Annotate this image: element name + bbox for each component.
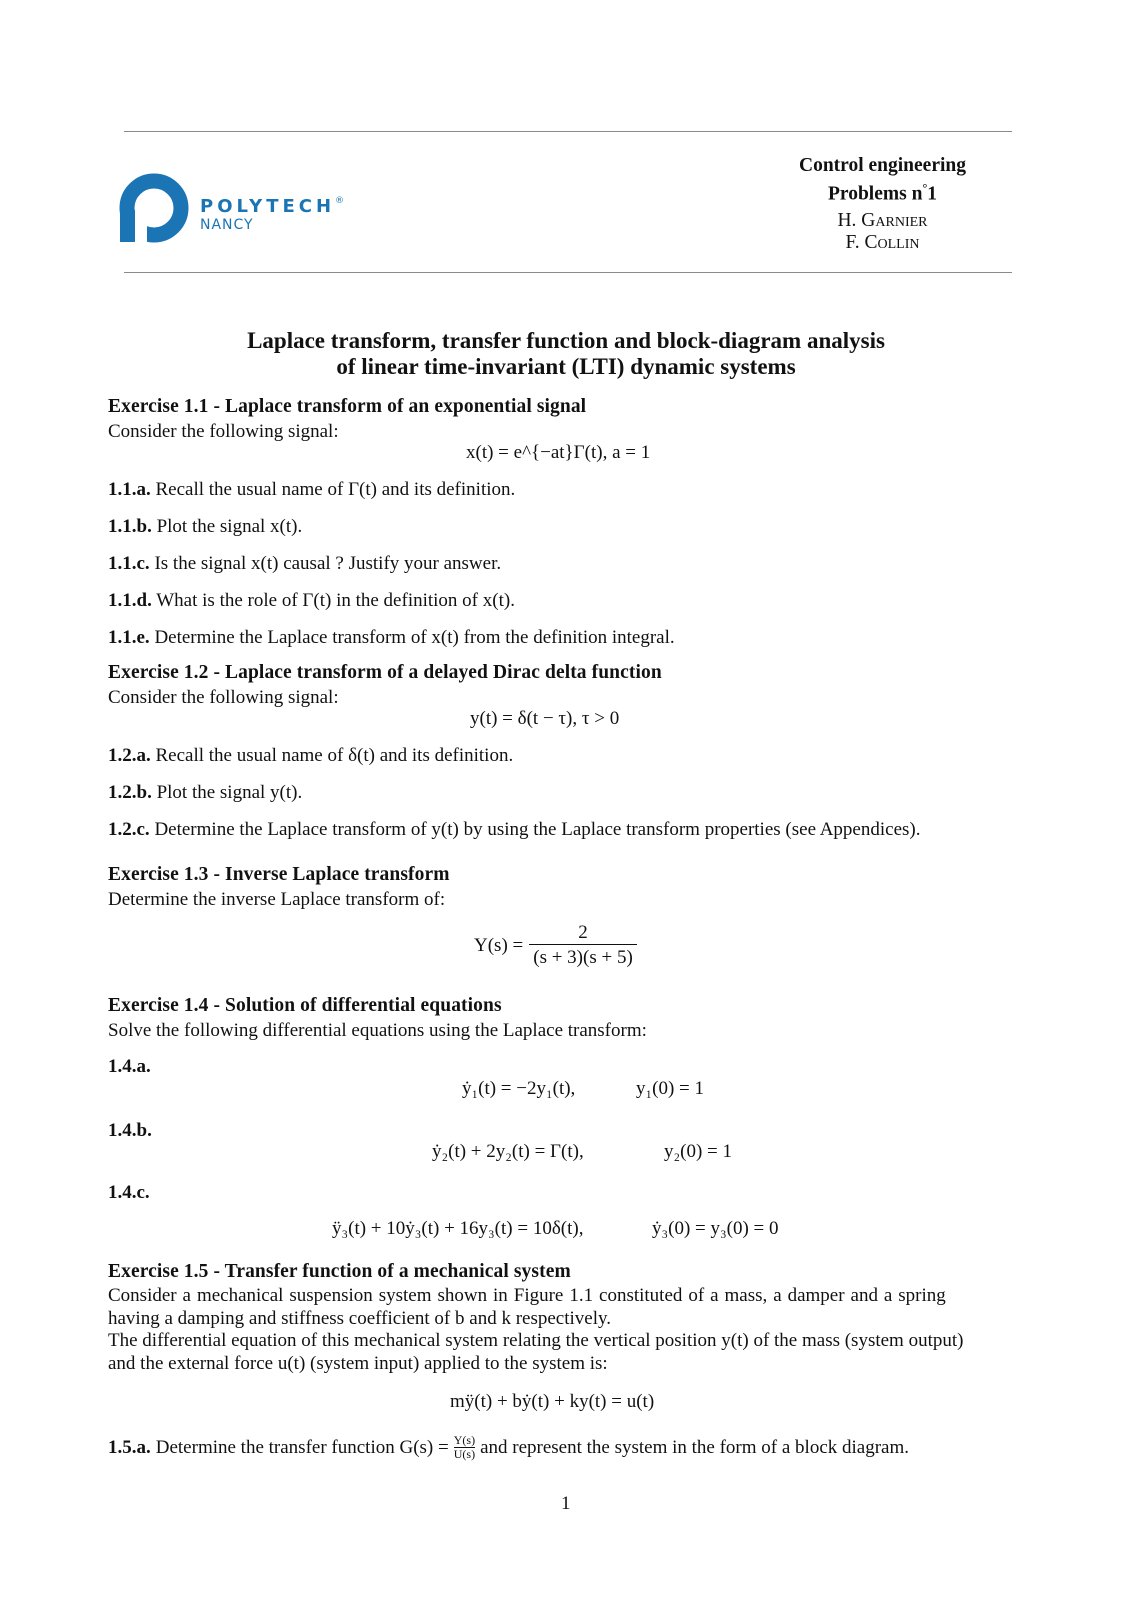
question-1-4-a-equation: ẏ₁(t) = −2y₁(t), bbox=[462, 1078, 576, 1099]
exercise-1-3-heading: Exercise 1.3 - Inverse Laplace transform bbox=[108, 864, 450, 885]
exercise-1-5-heading: Exercise 1.5 - Transfer function of a mechanical system bbox=[108, 1261, 571, 1282]
document-title-line-1: Laplace transform, transfer function and block-diagram analysis bbox=[247, 328, 885, 353]
logo-registered-mark: ® bbox=[335, 196, 345, 206]
exercise-1-2-heading: Exercise 1.2 - Laplace transform of a delayed Dirac delta function bbox=[108, 662, 662, 683]
question-1-4-c-equation: ÿ₃(t) + 10ẏ₃(t) + 16y₃(t) = 10δ(t), bbox=[332, 1218, 584, 1239]
question-1-1-d: 1.1.d. What is the role of Γ(t) in the definition of x(t). bbox=[108, 590, 515, 611]
exercise-1-1-heading: Exercise 1.1 - Laplace transform of an exponential signal bbox=[108, 396, 587, 417]
logo-subtitle: NANCY bbox=[200, 217, 254, 233]
question-1-5-a bbox=[108, 1434, 909, 1461]
transfer-function-fraction bbox=[454, 1434, 475, 1461]
problem-set-number: Problems n°1 bbox=[828, 181, 937, 205]
document-title-line-2: of linear time-invariant (LTI) dynamic systems bbox=[336, 354, 796, 379]
logo-word: POLYTECH bbox=[200, 196, 336, 217]
transfer-function-numerator: Y(s) bbox=[453, 1433, 476, 1447]
question-1-5-a-text-end: and represent the system in the form of a block diagram. bbox=[480, 1437, 910, 1458]
question-1-4-b-initial-condition: y₂(0) = 1 bbox=[664, 1141, 732, 1162]
equation-lhs: Y(s) = bbox=[474, 934, 524, 956]
exercise-1-2-equation: y(t) = δ(t − τ), τ > 0 bbox=[470, 708, 620, 729]
fraction-denominator: (s + 3)(s + 5) bbox=[529, 944, 637, 969]
question-1-4-c-initial-condition: ẏ₃(0) = y₃(0) = 0 bbox=[652, 1218, 779, 1239]
header-top-rule bbox=[124, 131, 1012, 132]
exercise-1-2-intro: Consider the following signal: bbox=[108, 687, 339, 708]
exercise-1-4-heading: Exercise 1.4 - Solution of differential equations bbox=[108, 995, 502, 1016]
question-1-2-b: 1.2.b. Plot the signal y(t). bbox=[108, 782, 303, 803]
exercise-1-3-equation bbox=[474, 922, 637, 969]
exercise-1-1-intro: Consider the following signal: bbox=[108, 421, 339, 442]
question-1-4-b-equation: ẏ₂(t) + 2y₂(t) = Γ(t), bbox=[432, 1141, 584, 1162]
question-1-1-c: 1.1.c. Is the signal x(t) causal ? Justify your answer. bbox=[108, 553, 502, 574]
question-1-5-a-label: 1.5.a. bbox=[108, 1437, 151, 1458]
question-1-1-a: 1.1.a. Recall the usual name of Γ(t) and its definition. bbox=[108, 479, 516, 500]
exercise-1-5-equation: mÿ(t) + bẏ(t) + ky(t) = u(t) bbox=[450, 1391, 655, 1412]
course-title: Control engineering bbox=[798, 155, 966, 176]
exercise-1-5-paragraph-1-line-1: Consider a mechanical suspension system shown in Figure 1.1 constituted of a mass, a damper and a spring bbox=[108, 1285, 946, 1306]
transfer-function-denominator: U(s) bbox=[453, 1447, 476, 1461]
course-info bbox=[770, 155, 995, 254]
question-1-5-a-text: Determine the transfer function G(s) = bbox=[155, 1437, 449, 1458]
fraction-numerator: 2 bbox=[578, 922, 588, 943]
question-1-1-e: 1.1.e. Determine the Laplace transform of x(t) from the definition integral. bbox=[108, 627, 675, 648]
question-1-4-a-initial-condition: y₁(0) = 1 bbox=[636, 1078, 704, 1099]
exercise-1-4-intro: Solve the following differential equations using the Laplace transform: bbox=[108, 1020, 647, 1041]
header-bottom-rule bbox=[124, 272, 1012, 273]
exercise-1-5-paragraph-1-line-2: having a damping and stiffness coefficient of b and k respectively. bbox=[108, 1308, 611, 1329]
logo-wordmark bbox=[200, 196, 344, 217]
fraction bbox=[529, 922, 637, 969]
exercise-1-5-paragraph-2-line-1: The differential equation of this mechanical system relating the vertical position y(t) of the mass (system output) bbox=[108, 1330, 964, 1351]
question-1-4-b-label: 1.4.b. bbox=[108, 1120, 152, 1141]
author-1: H. Garnier bbox=[837, 209, 928, 231]
question-1-4-c-label: 1.4.c. bbox=[108, 1182, 150, 1203]
exercise-1-1-equation: x(t) = e^{−at}Γ(t), a = 1 bbox=[466, 442, 651, 463]
question-1-2-c: 1.2.c. Determine the Laplace transform of y(t) by using the Laplace transform properties (see Appendices). bbox=[108, 819, 921, 840]
question-1-2-a: 1.2.a. Recall the usual name of δ(t) and its definition. bbox=[108, 745, 514, 766]
exercise-1-3-intro: Determine the inverse Laplace transform of: bbox=[108, 889, 446, 910]
question-1-4-a-label: 1.4.a. bbox=[108, 1056, 151, 1077]
page-number: 1 bbox=[561, 1493, 571, 1514]
polytech-logo-icon bbox=[118, 172, 190, 244]
exercise-1-5-paragraph-2-line-2: and the external force u(t) (system input) applied to the system is: bbox=[108, 1353, 608, 1374]
author-2: F. Collin bbox=[845, 231, 920, 253]
question-1-1-b: 1.1.b. Plot the signal x(t). bbox=[108, 516, 303, 537]
